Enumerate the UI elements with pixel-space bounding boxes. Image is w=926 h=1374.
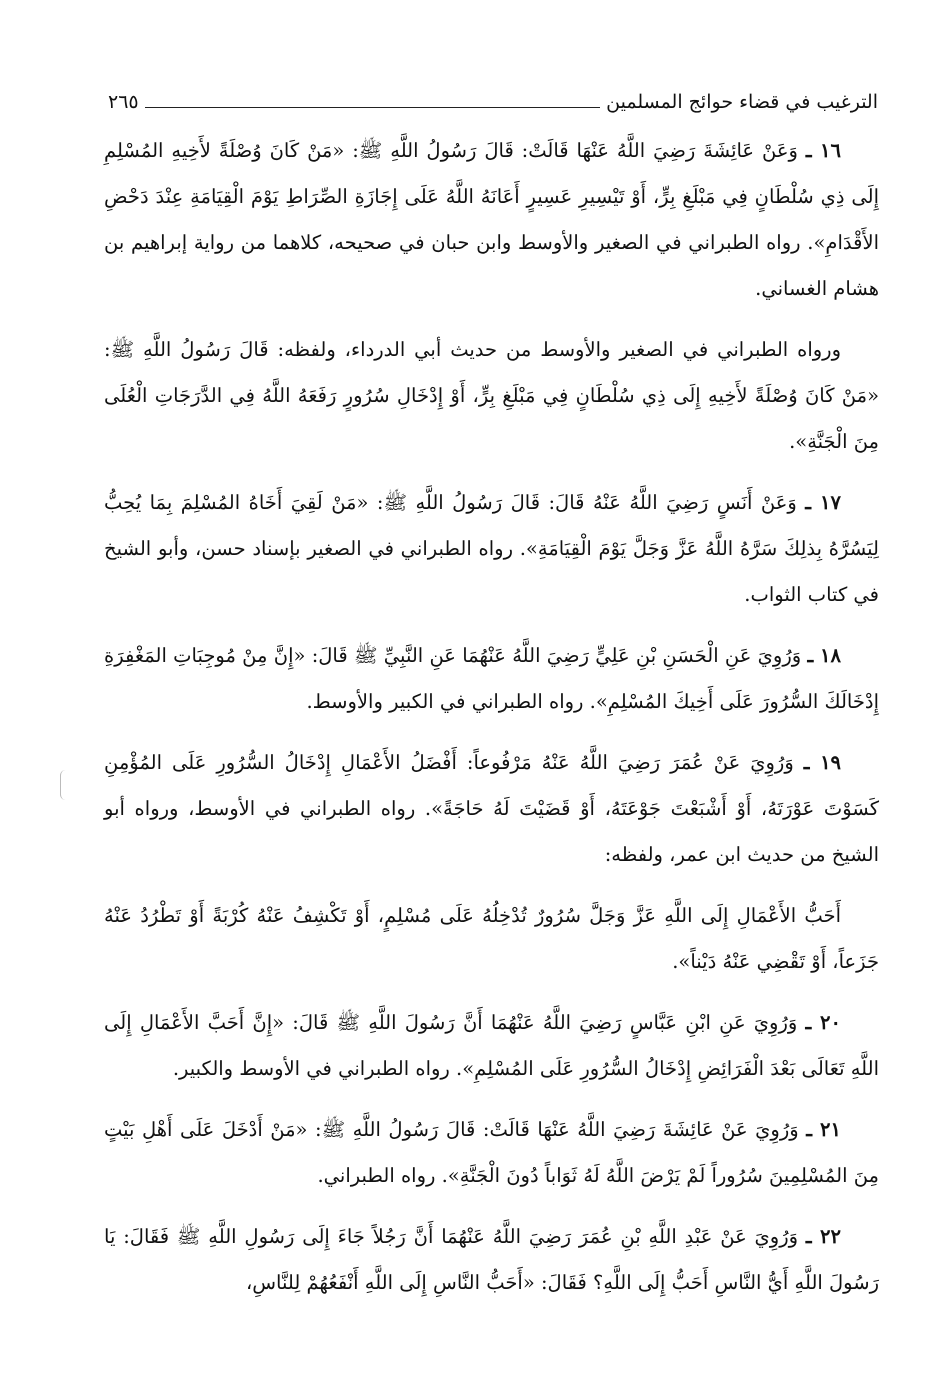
hadith-paragraph [104,740,879,878]
page-number: ٢٦٥ [108,91,139,113]
hadith-text: وَرُوِيَ عَنْ عَبْدِ اللَّهِ بْنِ عُمَرَ رَضِيَ اللَّهُ عَنْهُمَا أَنَّ رَجُلاً جَاءَ إِلَى رَسُولِ اللَّهِ ﷺ فَقَالَ: يَا رَسُولَ اللَّهِ أَيُّ النَّاسِ أَحَبُّ إِلَى اللَّهِ؟ فَقَالَ: «أَحَبُّ النَّاسِ إِلَى اللَّهِ أَنْفَعُهُمْ لِلنَّاسِ، [104,1225,879,1294]
hadith-number: ٢٢ ـ [805,1225,841,1248]
hadith-paragraph [104,893,879,985]
header-rule [145,107,601,108]
hadith-text: وَرُوِيَ عَنْ عَائِشَةَ رَضِيَ اللَّهُ عَنْهَا قَالَتْ: قَالَ رَسُولُ اللَّهِ ﷺ: «مَنْ أَدْخَلَ عَلَى أَهْلِ بَيْتٍ مِنَ المُسْلِمِينَ سُرُوراً لَمْ يَرْضَ اللَّهُ لَهُ ثَوَاباً دُونَ الْجَنَّةِ». رواه الطبراني. [104,1118,879,1187]
running-header [108,82,878,112]
hadith-number: ١٧ ـ [805,491,841,514]
hadith-text: وَرُوِيَ عَنِ الْحَسَنِ بْنِ عَلِيٍّ رَضِيَ اللَّهُ عَنْهُمَا عَنِ النَّبِيِّ ﷺ قَالَ: «إِنَّ مِنْ مُوجِبَاتِ المَغْفِرَةِ إِدْخَالَكَ السُّرُورَ عَلَى أَخِيكَ المُسْلِمِ». رواه الطبراني في الكبير والأوسط. [104,644,879,713]
hadith-number: ١٩ ـ [803,751,842,774]
hadith-paragraph [104,1000,879,1092]
hadith-number: ٢١ ـ [806,1118,841,1141]
hadith-text: أَحَبُّ الأَعْمَالِ إِلَى اللَّهِ عَزَّ وَجَلَّ سُرُورٌ تُدْخِلُهُ عَلَى مُسْلِمٍ، أَوْ تَكْشِفُ عَنْهُ كُرْبَةً أَوْ تَطْرُدُ عَنْهُ جَزَعاً، أَوْ تَقْضِي عَنْهُ دَيْناً». [104,904,879,973]
hadith-paragraph [104,128,879,312]
hadith-number: ٢٠ ـ [805,1011,841,1034]
page-body [104,128,879,1321]
hadith-text: وَرُوِيَ عَنِ ابْنِ عَبَّاسٍ رَضِيَ اللَّهُ عَنْهُمَا أَنَّ رَسُولَ اللَّهِ ﷺ قَالَ: «إِنَّ أَحَبَّ الأَعْمَالِ إِلَى اللَّهِ تَعَالَى بَعْدَ الْفَرَائِضِ إِدْخَالُ السُّرُورِ عَلَى المُسْلِمِ». رواه الطبراني في الأوسط والكبير. [104,1011,879,1080]
hadith-text: ورواه الطبراني في الصغير والأوسط من حديث أبي الدرداء، ولفظه: قَالَ رَسُولُ اللَّهِ ﷺ: «مَنْ كَانَ وُصْلَةً لأَخِيهِ إِلَى ذِي سُلْطَانٍ فِي مَبْلَغِ بِرٍّ، أَوْ إِدْخَالِ سُرُورٍ رَفَعَهُ اللَّهُ فِي الدَّرَجَاتِ الْعُلَى مِنَ الْجَنَّةِ». [104,338,879,453]
hadith-text: وَعَنْ أَنَسٍ رَضِيَ اللَّهُ عَنْهُ قَالَ: قَالَ رَسُولُ اللَّهِ ﷺ: «مَنْ لَقِيَ أَخَاهُ المُسْلِمَ بِمَا يُحِبُّ لِيَسُرَّهُ بِذلِكَ سَرَّهُ اللَّهُ عَزَّ وَجَلَّ يَوْمَ الْقِيَامَةِ». رواه الطبراني في الصغير بإسناد حسن، وأبو الشيخ في كتاب الثواب. [104,491,879,606]
hadith-number: ١٦ ـ [805,139,841,162]
hadith-paragraph [104,327,879,465]
margin-pencil-mark [60,770,71,800]
hadith-paragraph [104,633,879,725]
header-title: الترغيب في قضاء حوائج المسلمين [606,91,878,113]
hadith-paragraph [104,1107,879,1199]
hadith-paragraph [104,480,879,618]
hadith-paragraph [104,1214,879,1306]
hadith-text: وَرُوِيَ عَنْ عُمَرَ رَضِيَ اللَّهُ عَنْهُ مَرْفُوعاً: أَفْضَلُ الأَعْمَالِ إِدْخَالُ السُّرُورِ عَلَى المُؤْمِنِ كَسَوْتَ عَوْرَتَهُ، أَوْ أَشْبَعْتَ جَوْعَتَهُ، أَوْ قَضَيْتَ لَهُ حَاجَةً». رواه الطبراني في الأوسط، ورواه أبو الشيخ من حديث ابن عمر، ولفظه: [104,751,879,866]
hadith-text: وَعَنْ عَائِشَةَ رَضِيَ اللَّهُ عَنْهَا قَالَتْ: قَالَ رَسُولُ اللَّهِ ﷺ: «مَنْ كَانَ وُصْلَةً لأَخِيهِ المُسْلِمِ إِلَى ذِي سُلْطَانٍ فِي مَبْلَغِ بِرٍّ، أَوْ تَيْسِيرِ عَسِيرٍ أَعَانَهُ اللَّهُ عَلَى إِجَازَةِ الصِّرَاطِ يَوْمَ الْقِيَامَةِ عِنْدَ دَحْضِ الأَقْدَامِ». رواه الطبراني في الصغير والأوسط وابن حبان في صحيحه، كلاهما من رواية إبراهيم بن هشام الغساني. [104,139,879,300]
hadith-number: ١٨ ـ [807,644,841,667]
